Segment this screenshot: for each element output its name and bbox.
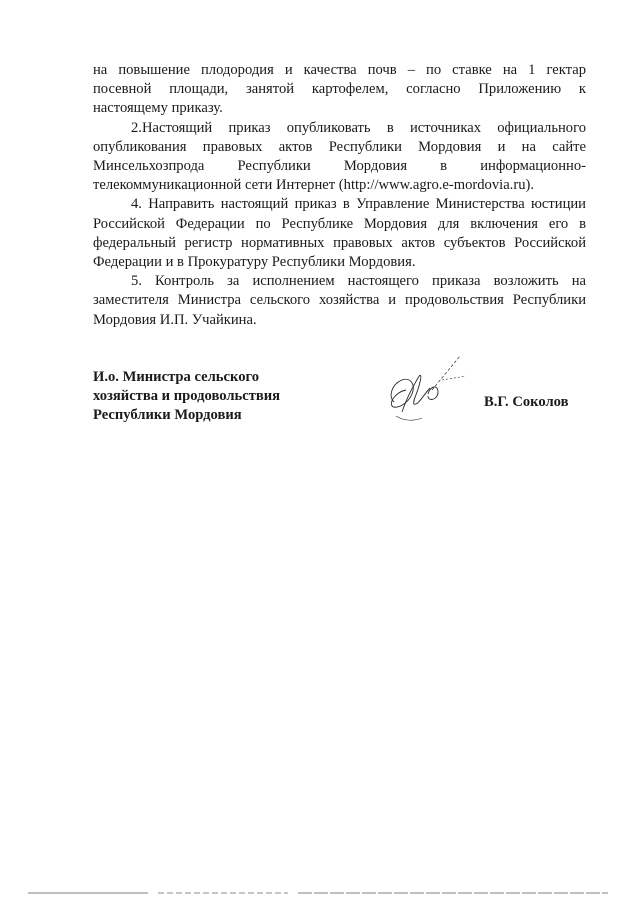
text-line: 2.Настоящий приказ опубликовать в источниках официального bbox=[131, 119, 586, 136]
signatory-position-line: хозяйства и продовольствия bbox=[93, 388, 281, 404]
scan-bottom-rule bbox=[28, 890, 608, 896]
text-line: посевной площади, занятой картофелем, согласно Приложению к bbox=[93, 81, 586, 98]
text-line: Минсельхозпрода Республики Мордовия в информационно- bbox=[93, 158, 586, 175]
text-line: федеральный регистр нормативных правовых актов субъектов Российской bbox=[93, 234, 586, 251]
paragraph-4-registration bbox=[93, 195, 586, 272]
text-line: заместителя Министра сельского хозяйства и продовольствия Республики bbox=[93, 292, 586, 309]
text-line: 5. Контроль за исполнением настоящего приказа возложить на bbox=[131, 273, 586, 290]
text-line: телекоммуникационной сети Интернет (http://www.agro.e-mordovia.ru). bbox=[93, 177, 534, 194]
signatory-name: В.Г. Соколов bbox=[484, 394, 569, 410]
text-line: Российской Федерации по Республике Мордовия для включения его в bbox=[93, 215, 586, 232]
text-line: 4. Направить настоящий приказ в Управление Министерства юстиции bbox=[131, 196, 586, 213]
paragraph-2-publication bbox=[93, 119, 586, 196]
text-line: Федерации и в Прокуратуру Республики Мордовия. bbox=[93, 254, 416, 271]
text-line: настоящему приказу. bbox=[93, 100, 223, 117]
handwritten-signature bbox=[372, 350, 472, 430]
text-line: опубликования правовых актов Республики Мордовия и на сайте bbox=[93, 138, 586, 155]
signatory-position-line: Республики Мордовия bbox=[93, 407, 242, 423]
paragraph-5-control bbox=[93, 272, 586, 330]
signatory-position bbox=[93, 368, 353, 425]
signatory-position-line: И.о. Министра сельского bbox=[93, 369, 260, 385]
paragraph-1-soil-fertility bbox=[93, 61, 586, 119]
text-line: на повышение плодородия и качества почв – по ставке на 1 гектар bbox=[93, 62, 586, 78]
order-body-text bbox=[93, 61, 586, 330]
text-line: Мордовия И.П. Учайкина. bbox=[93, 311, 257, 328]
